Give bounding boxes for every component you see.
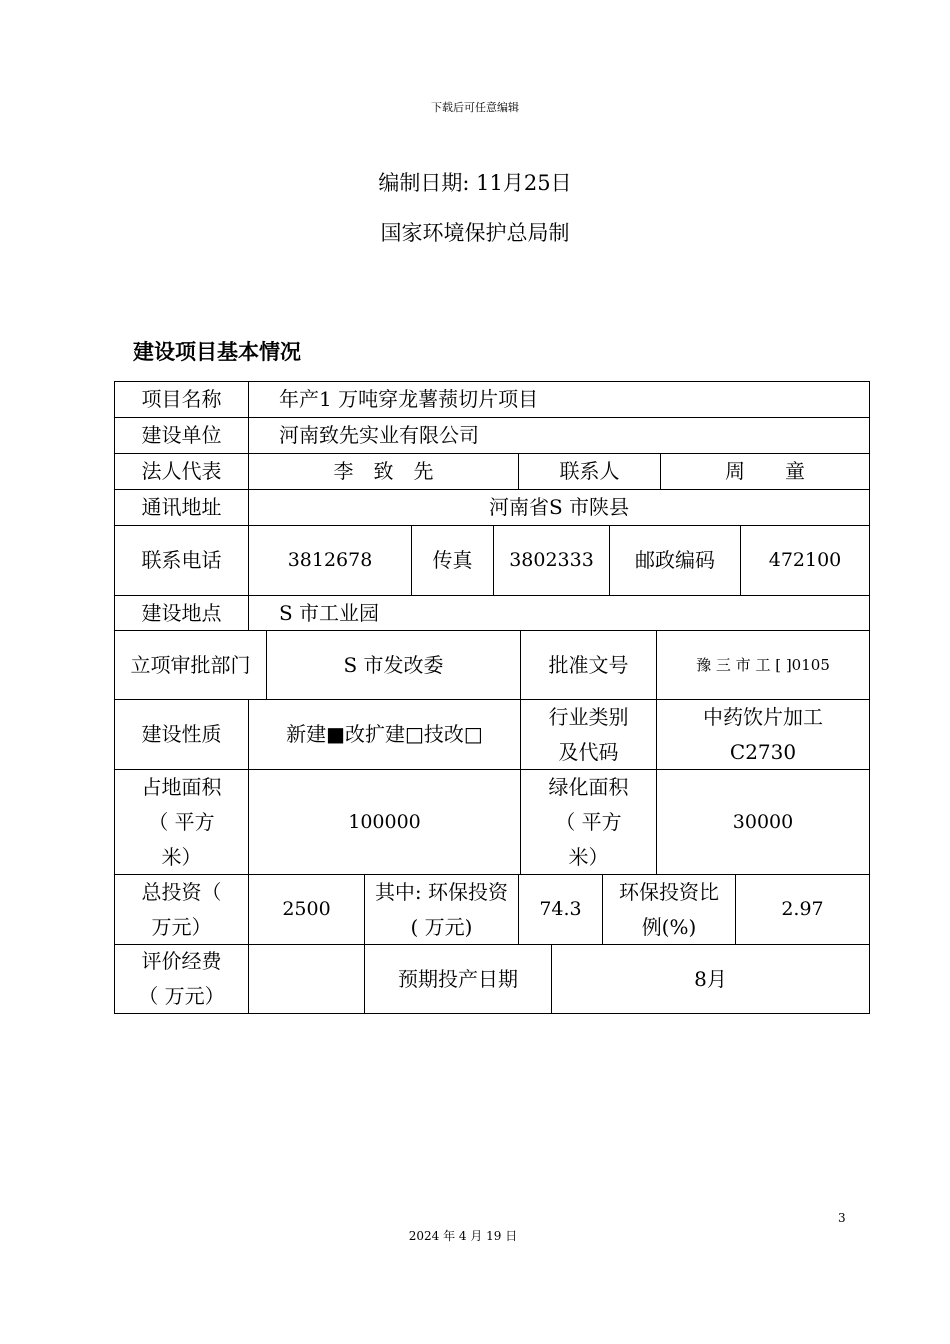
approval-dept-label: 立项审批部门 xyxy=(114,630,267,700)
nature-value: 新建■改扩建□技改□ xyxy=(248,699,521,770)
env-ratio-label: 环保投资比例(%) xyxy=(602,874,736,945)
contact-value: 周 童 xyxy=(660,453,870,490)
industry-value: 中药饮片加工C2730 xyxy=(656,699,870,770)
eval-fee-label: 评价经费（ 万元） xyxy=(114,944,249,1014)
legal-rep-value: 李 致 先 xyxy=(248,453,519,490)
contact-label: 联系人 xyxy=(518,453,661,490)
phone-label: 联系电话 xyxy=(114,525,249,596)
land-area-value: 100000 xyxy=(248,769,521,875)
address-value: 河南省S 市陕县 xyxy=(248,489,870,526)
green-area-label: 绿化面积（ 平方米） xyxy=(520,769,657,875)
env-ratio-value: 2.97 xyxy=(735,874,870,945)
fax-value: 3802333 xyxy=(493,525,610,596)
fax-label: 传真 xyxy=(411,525,494,596)
project-name-value: 年产1 万吨穿龙薯蓣切片项目 xyxy=(248,381,870,418)
section-title: 建设项目基本情况 xyxy=(133,340,301,364)
approval-no-value: 豫 三 市 工 [ ]0105 xyxy=(656,630,870,700)
postcode-value: 472100 xyxy=(740,525,870,596)
land-area-label: 占地面积（ 平方米） xyxy=(114,769,249,875)
approval-no-label: 批准文号 xyxy=(520,630,657,700)
green-area-value: 30000 xyxy=(656,769,870,875)
legal-rep-label: 法人代表 xyxy=(114,453,249,490)
header-note: 下载后可任意编辑 xyxy=(431,101,519,114)
eval-fee-value xyxy=(248,944,365,1014)
total-invest-label: 总投资（ 万元） xyxy=(114,874,249,945)
start-date-label: 预期投产日期 xyxy=(364,944,552,1014)
address-label: 通讯地址 xyxy=(114,489,249,526)
postcode-label: 邮政编码 xyxy=(609,525,741,596)
project-name-label: 项目名称 xyxy=(114,381,249,418)
edit-date: 编制日期: 11月25日 xyxy=(378,171,572,195)
page-number: 3 xyxy=(838,1211,846,1225)
start-date-value: 8月 xyxy=(551,944,870,1014)
industry-label: 行业类别及代码 xyxy=(520,699,657,770)
site-value: S 市工业园 xyxy=(248,595,870,631)
footer-date: 2024 年 4 月 19 日 xyxy=(408,1229,518,1243)
total-invest-value: 2500 xyxy=(248,874,365,945)
env-invest-value: 74.3 xyxy=(518,874,603,945)
site-label: 建设地点 xyxy=(114,595,249,631)
approval-dept-value: S 市发改委 xyxy=(266,630,521,700)
issuer: 国家环境保护总局制 xyxy=(380,221,570,245)
nature-label: 建设性质 xyxy=(114,699,249,770)
env-invest-label: 其中: 环保投资( 万元) xyxy=(364,874,519,945)
phone-value: 3812678 xyxy=(248,525,412,596)
unit-value: 河南致先实业有限公司 xyxy=(248,417,870,454)
unit-label: 建设单位 xyxy=(114,417,249,454)
